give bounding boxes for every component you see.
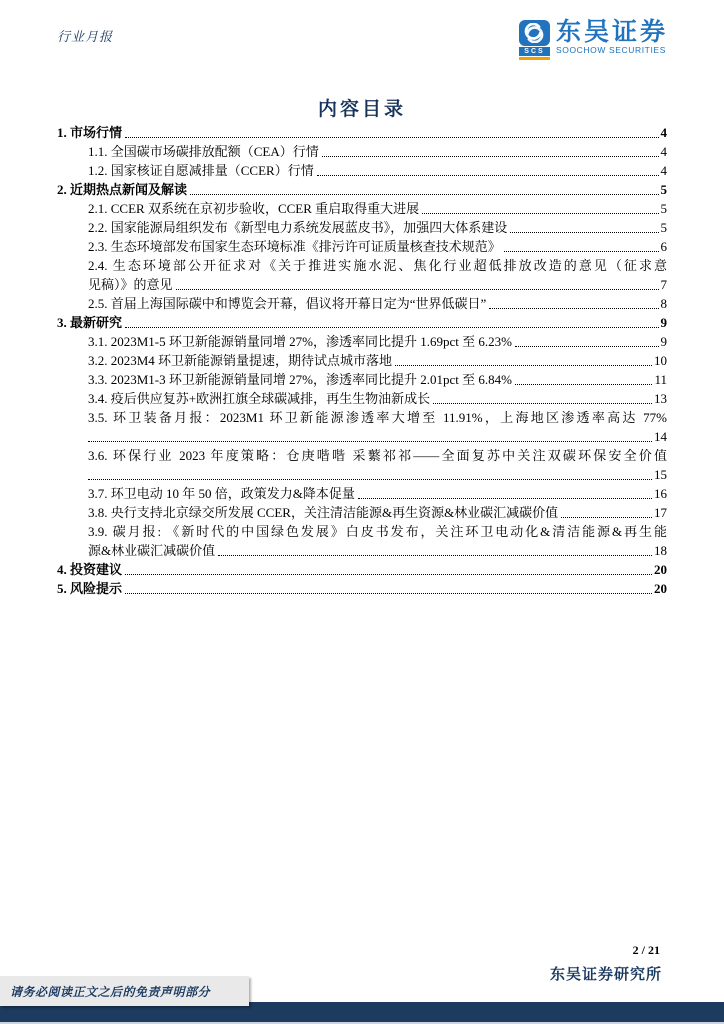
toc-entry [57, 123, 667, 142]
toc-entry-text: 3.2. 2023M4 环卫新能源销量提速，期待试点城市落地 [88, 353, 393, 368]
toc-page-number: 5 [660, 182, 667, 197]
toc-dot-leader [504, 237, 659, 252]
toc-page-number: 10 [654, 353, 667, 368]
toc-page-number: 20 [654, 581, 667, 596]
toc-page-number: 15 [654, 467, 667, 482]
toc-entry [57, 142, 667, 161]
toc-dot-leader [561, 503, 652, 518]
toc-entry-text: 3.6. 环保行业 2023 年度策略：仓庚喈喈 采蘩祁祁——全面复苏中关注双碳环保安全价值 [88, 448, 667, 463]
logo-name-en: SOOCHOW SECURITIES [555, 45, 666, 55]
toc-entry-text: 3.1. 2023M1-5 环卫新能源销量同增 27%，渗透率同比提升 1.69pct 至 6.23% [88, 334, 512, 349]
logo-abbr: SCS [519, 47, 550, 56]
toc-dot-leader [489, 294, 658, 309]
toc-entry-text: 2. 近期热点新闻及解读 [57, 182, 188, 197]
toc-dot-leader [176, 275, 659, 290]
toc-entry [57, 351, 667, 370]
toc-dot-leader [322, 142, 659, 157]
toc-dot-leader [125, 313, 658, 328]
toc-page-number: 4 [660, 144, 667, 159]
page-indicator: 2 / 21 [632, 943, 660, 957]
toc-dot-leader [125, 123, 658, 138]
logo-name-cn: 东吴证券 [555, 18, 668, 46]
toc-dot-leader [515, 370, 653, 385]
toc-page-number: 13 [654, 391, 667, 406]
toc-entry [57, 522, 667, 560]
toc-entry-text: 2.1. CCER 双系统在京初步验收，CCER 重启取得重大进展 [88, 201, 420, 216]
toc-dot-leader [88, 427, 652, 442]
toc-page-number: 7 [660, 277, 667, 292]
toc-entry-text: 见稿）》的意见 [88, 277, 173, 292]
toc-dot-leader [218, 541, 652, 556]
research-institute-label: 东吴证券研究所 [549, 967, 662, 983]
toc-entry-text: 3.5. 环卫装备月报：2023M1 环卫新能源渗透率大增至 11.91%，上海地区渗透率高达 77% [88, 410, 667, 425]
soochow-logo-mark [519, 20, 550, 60]
toc-page-number: 4 [660, 125, 667, 140]
toc-entry-text: 3.7. 环卫电动 10 年 50 倍，政策发力&降本促量 [88, 486, 355, 501]
toc-entry [57, 446, 667, 484]
toc-entry [57, 256, 667, 294]
toc-dot-leader [88, 465, 652, 480]
toc-entry [57, 332, 667, 351]
toc-title: 内容目录 [317, 99, 406, 120]
toc-entry-text: 2.2. 国家能源局组织发布《新型电力系统发展蓝皮书》，加强四大体系建设 [88, 220, 508, 235]
toc-entry-text: 3.8. 央行支持北京绿交所发展 CCER，关注清洁能源&再生资源&林业碳汇减碳价值 [88, 505, 559, 520]
toc-dot-leader [358, 484, 652, 499]
toc-dot-leader [515, 332, 659, 347]
toc-entry [57, 484, 667, 503]
toc-page-number: 18 [654, 543, 667, 558]
soochow-logo [519, 20, 668, 60]
toc-entry-text: 3.4. 疫后供应复苏+欧洲扛旗全球碳减排，再生生物油新成长 [88, 391, 431, 406]
disclaimer-box [0, 976, 249, 1006]
logo-underline [519, 57, 550, 60]
toc-dot-leader [422, 199, 658, 214]
toc-entry [57, 503, 667, 522]
toc-entry-text: 1. 市场行情 [57, 125, 123, 140]
disclaimer-text: 请务必阅读正文之后的免责声明部分 [10, 984, 211, 999]
toc-dot-leader [125, 560, 652, 575]
toc-page-number: 14 [654, 429, 667, 444]
toc-page-number: 5 [660, 201, 667, 216]
toc-entry-text: 3. 最新研究 [57, 315, 123, 330]
toc-entry [57, 370, 667, 389]
toc-page-number: 8 [660, 296, 667, 311]
toc-page-number: 9 [660, 334, 667, 349]
toc-entry [57, 180, 667, 199]
toc-entry [57, 294, 667, 313]
report-type-label: 行业月报 [57, 29, 114, 44]
toc-entry [57, 237, 667, 256]
table-of-contents [57, 123, 667, 598]
toc-page-number: 16 [654, 486, 667, 501]
toc-dot-leader [395, 351, 652, 366]
toc-entry [57, 161, 667, 180]
toc-page-number: 6 [660, 239, 667, 254]
toc-dot-leader [125, 579, 652, 594]
logo-text [556, 20, 668, 56]
toc-entry-text: 2.5. 首届上海国际碳中和博览会开幕，倡议将开幕日定为“世界低碳日” [88, 296, 487, 311]
toc-entry [57, 389, 667, 408]
toc-entry-text: 3.3. 2023M1-3 环卫新能源销量同增 27%，渗透率同比提升 2.01pct 至 6.84% [88, 372, 512, 387]
toc-entry-text: 5. 风险提示 [57, 581, 123, 596]
toc-dot-leader [190, 180, 658, 195]
toc-entry [57, 408, 667, 446]
toc-entry-text: 2.3. 生态环境部发布国家生态环境标准《排污许可证质量核查技术规范》 [88, 239, 501, 254]
toc-page-number: 4 [660, 163, 667, 178]
toc-entry [57, 560, 667, 579]
toc-dot-leader [433, 389, 652, 404]
toc-entry [57, 313, 667, 332]
toc-entry-text: 2.4. 生态环境部公开征求对《关于推进实施水泥、焦化行业超低排放改造的意见（征求意 [88, 258, 667, 273]
toc-page-number: 5 [660, 220, 667, 235]
toc-entry-text: 3.9. 碳月报: 《新时代的中国绿色发展》白皮书发布，关注环卫电动化&清洁能源&再生能 [88, 524, 667, 539]
toc-page-number: 20 [654, 562, 667, 577]
toc-entry-text: 源&林业碳汇减碳价值 [88, 543, 216, 558]
toc-page-number: 11 [654, 372, 667, 387]
soochow-swirl-icon [519, 20, 550, 46]
toc-dot-leader [510, 218, 658, 233]
toc-entry [57, 199, 667, 218]
toc-entry-text: 1.2. 国家核证自愿减排量（CCER）行情 [88, 163, 314, 178]
toc-entry-text: 1.1. 全国碳市场碳排放配额（CEA）行情 [88, 144, 319, 159]
toc-page-number: 9 [660, 315, 667, 330]
toc-page-number: 17 [654, 505, 667, 520]
toc-entry-text: 4. 投资建议 [57, 562, 123, 577]
toc-entry [57, 218, 667, 237]
toc-dot-leader [317, 161, 659, 176]
toc-entry [57, 579, 667, 598]
